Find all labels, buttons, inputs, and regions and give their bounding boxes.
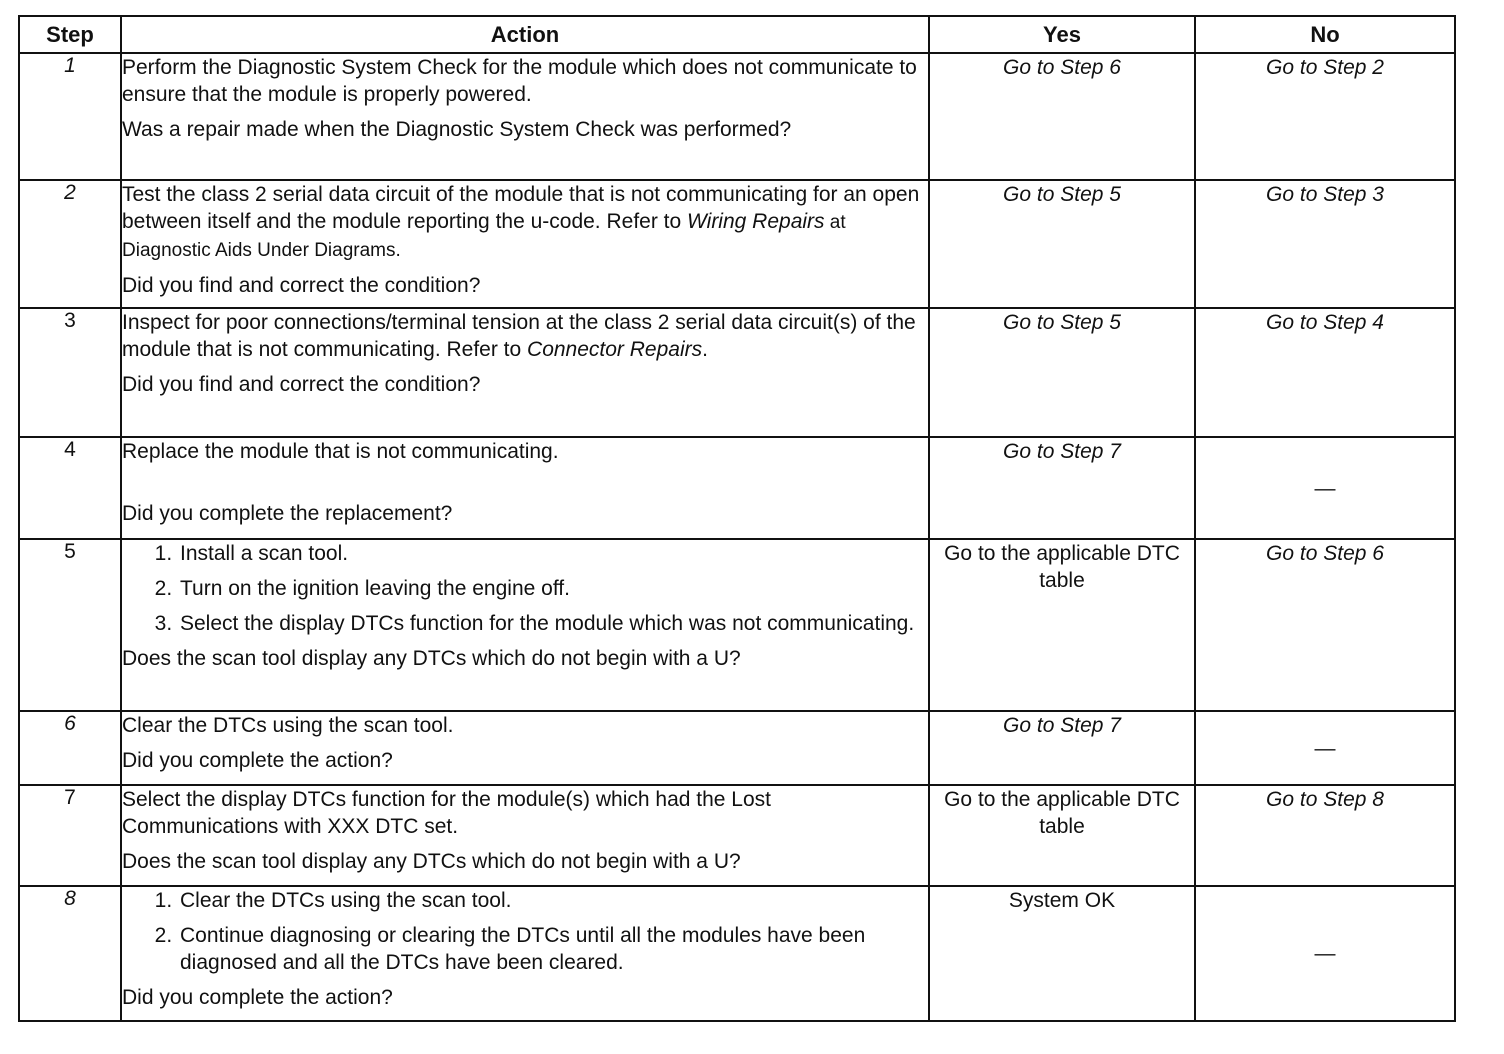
- header-row: [19, 16, 1455, 53]
- no-result: —: [1195, 886, 1455, 1021]
- yes-result: System OK: [929, 886, 1195, 1021]
- action-text: Perform the Diagnostic System Check for the module which does not communicate to ensure that the module is properly powered.: [122, 56, 917, 106]
- table-row: [19, 886, 1455, 1021]
- action-steps-list: [122, 887, 928, 976]
- action-cell: [121, 180, 929, 308]
- table-row: [19, 785, 1455, 886]
- action-question: Was a repair made when the Diagnostic System Check was performed?: [122, 118, 792, 141]
- action-text: Replace the module that is not communicating.: [122, 440, 559, 463]
- no-result: Go to Step 8: [1195, 785, 1455, 886]
- table-row: [19, 308, 1455, 437]
- yes-result: Go to Step 5: [929, 180, 1195, 308]
- action-question: Did you complete the action?: [122, 749, 393, 772]
- action-steps-list: [122, 540, 928, 637]
- yes-result: Go to the applicable DTC table: [929, 539, 1195, 711]
- step-number: 6: [19, 711, 121, 785]
- action-cell: [121, 711, 929, 785]
- action-cell: [121, 53, 929, 180]
- table-row: [19, 437, 1455, 539]
- no-result: —: [1195, 711, 1455, 785]
- table-row: [19, 180, 1455, 308]
- action-text-part: Test the class 2 serial data circuit of the module that is not communicating for an open between itself and the module reporting the u-code. Refer to: [122, 183, 920, 233]
- table-row: [19, 539, 1455, 711]
- list-item: 3. Select the display DTCs function for the module which was not communicating.: [178, 610, 928, 637]
- step-number: 2: [19, 180, 121, 308]
- list-item: 1. Clear the DTCs using the scan tool.: [178, 887, 928, 914]
- step-number: 7: [19, 785, 121, 886]
- action-cell: [121, 539, 929, 711]
- wiring-repairs-ref: Wiring Repairs: [687, 210, 825, 233]
- step-number: 5: [19, 539, 121, 711]
- diagnostic-table: [18, 15, 1456, 1022]
- yes-result: Go to Step 6: [929, 53, 1195, 180]
- action-cell: [121, 308, 929, 437]
- header-no: No: [1195, 16, 1455, 53]
- table-row: [19, 711, 1455, 785]
- step-number: 8: [19, 886, 121, 1021]
- yes-result: Go to Step 7: [929, 711, 1195, 785]
- yes-result: Go to the applicable DTC table: [929, 785, 1195, 886]
- step-number: 1: [19, 53, 121, 180]
- action-question: Did you complete the replacement?: [122, 502, 453, 525]
- yes-result: Go to Step 7: [929, 437, 1195, 539]
- action-cell: [121, 886, 929, 1021]
- no-result: —: [1195, 437, 1455, 539]
- action-cell: [121, 437, 929, 539]
- step-number: 3: [19, 308, 121, 437]
- yes-result: Go to Step 5: [929, 308, 1195, 437]
- list-item: 2. Continue diagnosing or clearing the DTCs until all the modules have been diagnosed and all the DTCs have been cleared.: [178, 922, 928, 976]
- action-cell: [121, 785, 929, 886]
- table-row: [19, 53, 1455, 180]
- no-result: Go to Step 2: [1195, 53, 1455, 180]
- action-question: Did you find and correct the condition?: [122, 274, 481, 297]
- action-question: Does the scan tool display any DTCs which do not begin with a U?: [122, 850, 741, 873]
- action-question: Did you find and correct the condition?: [122, 373, 481, 396]
- no-result: Go to Step 3: [1195, 180, 1455, 308]
- no-result: Go to Step 4: [1195, 308, 1455, 437]
- no-result: Go to Step 6: [1195, 539, 1455, 711]
- step-number: 4: [19, 437, 121, 539]
- action-text: Select the display DTCs function for the module(s) which had the Lost Communications with XXX DTC set.: [122, 788, 771, 838]
- action-text-part: Inspect for poor connections/terminal tension at the class 2 serial data circuit(s) of the module that is not communicating. Refer to: [122, 311, 916, 361]
- action-text: [122, 309, 928, 363]
- action-text: [122, 181, 928, 264]
- list-item: 1. Install a scan tool.: [178, 540, 928, 567]
- header-yes: Yes: [929, 16, 1195, 53]
- action-text: Clear the DTCs using the scan tool.: [122, 714, 454, 737]
- action-text-part: .: [702, 338, 708, 361]
- connector-repairs-ref: Connector Repairs: [527, 338, 703, 361]
- action-question: Did you complete the action?: [122, 986, 393, 1009]
- action-text-part: at Diagnostic Aids Under Diagrams.: [122, 212, 846, 261]
- header-step: Step: [19, 16, 121, 53]
- header-action: Action: [121, 16, 929, 53]
- list-item: 2. Turn on the ignition leaving the engine off.: [178, 575, 928, 602]
- action-question: Does the scan tool display any DTCs which do not begin with a U?: [122, 647, 741, 670]
